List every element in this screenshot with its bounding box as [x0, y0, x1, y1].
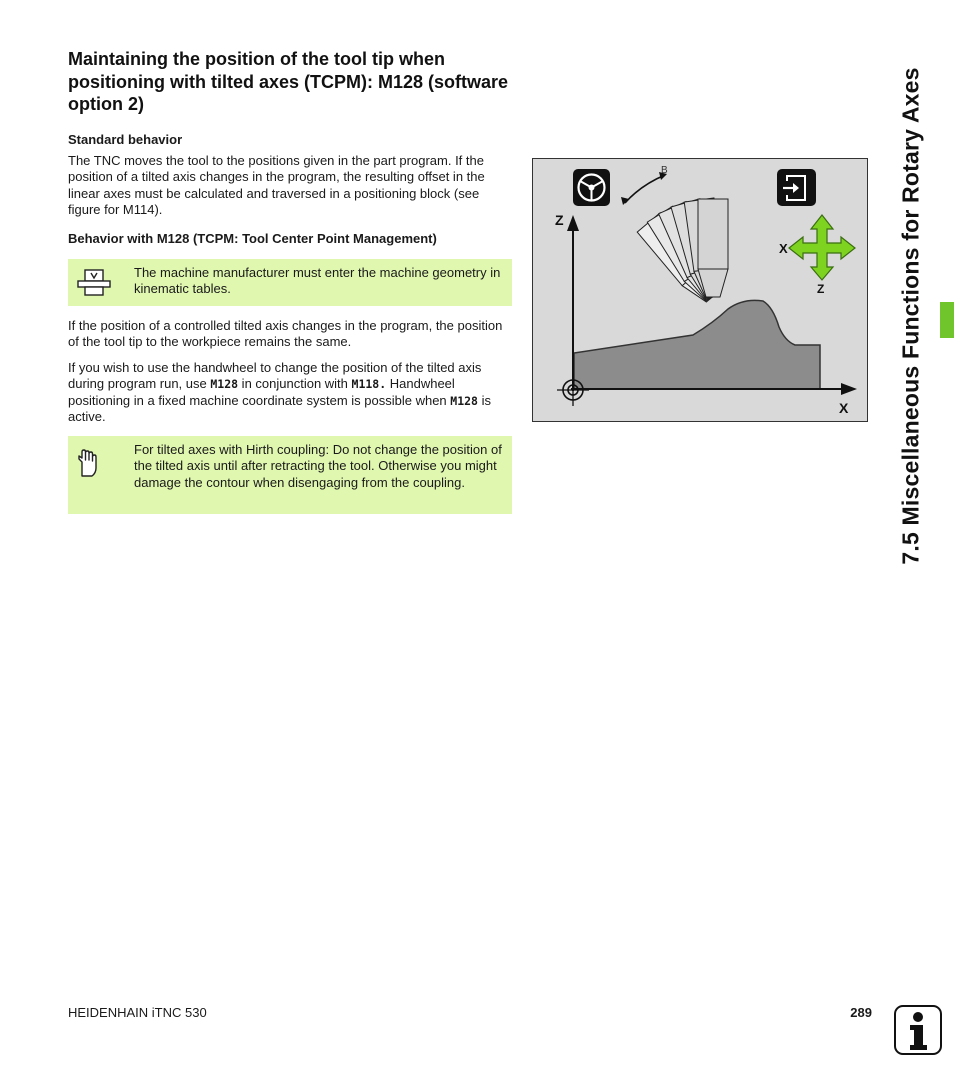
hirth-warning-box — [68, 436, 512, 514]
m128-behavior-heading: Behavior with M128 (TCPM: Tool Center Point Management) — [68, 231, 437, 246]
handwheel-text-c: Handwheel positioning in a fixed machine coordinate system is possible when — [68, 376, 455, 408]
info-glyph — [896, 1007, 940, 1053]
chapter-tab-accent — [940, 302, 954, 338]
hand-warning-icon — [76, 448, 100, 480]
handwheel-paragraph — [68, 360, 514, 425]
standard-behavior-text: The TNC moves the tool to the positions given in the part program. If the position of a tilted axis changes in the program, the resulting offset in the linear axes must be calculated and traversed in a positioning block (see figure for M114). — [68, 153, 485, 217]
chapter-side-title: 7.5 Miscellaneous Functions for Rotary Axes — [897, 67, 924, 565]
code-m128: M128 — [210, 377, 239, 392]
b-axis-label: B — [661, 165, 668, 176]
x-axis-label: X — [839, 400, 849, 416]
program-run-icon — [777, 169, 816, 206]
z-axis-label: Z — [555, 212, 564, 228]
machine-note-text: The machine manufacturer must enter the machine geometry in kinematic tables. — [134, 265, 501, 297]
standard-behavior-heading: Standard behavior — [68, 132, 183, 147]
handwheel-icon — [573, 169, 610, 206]
handwheel-text-d: is active. — [68, 392, 491, 424]
machine-note-box — [68, 259, 512, 306]
tilted-axis-paragraph: If the position of a controlled tilted axis changes in the program, the position of the tool tip to the workpiece remains the same. — [68, 318, 503, 350]
page-number: 289 — [850, 1005, 872, 1020]
tcpm-figure — [532, 158, 868, 422]
info-icon — [894, 1005, 942, 1055]
handwheel-text-b: in conjunction with — [238, 376, 352, 392]
arrow-z-label: Z — [817, 282, 825, 296]
tcpm-illustration — [533, 159, 868, 422]
handwheel-text-a: If you wish to use the handwheel to change the position of the tilted axis during program run, use — [68, 360, 482, 392]
arrow-x-label: X — [779, 241, 788, 256]
footer-product: HEIDENHAIN iTNC 530 — [68, 1005, 207, 1020]
code-m118: M118. — [351, 377, 387, 392]
machine-manufacturer-icon — [76, 269, 112, 297]
hirth-warning-text: For tilted axes with Hirth coupling: Do not change the position of the tilted axis until after retracting the tool. Otherwise you might damage the contour when disengaging from the coupling. — [134, 442, 502, 490]
code-m128-active: M128 — [450, 393, 478, 408]
section-title: Maintaining the position of the tool tip when positioning with tilted axes (TCPM): M128 (software option 2) — [68, 49, 509, 114]
